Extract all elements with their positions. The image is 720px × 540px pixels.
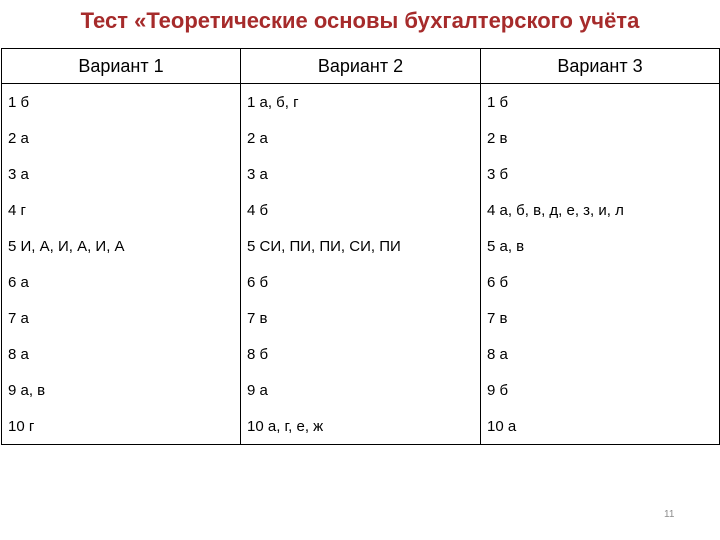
table-cell: 10 а <box>481 408 720 445</box>
table-cell: 6 б <box>241 264 481 300</box>
table-cell: 4 г <box>2 192 241 228</box>
table-cell: 8 а <box>2 336 241 372</box>
table-cell: 1 б <box>2 84 241 121</box>
table-cell: 5 И, А, И, А, И, А <box>2 228 241 264</box>
table-row <box>2 120 720 156</box>
table-row <box>2 408 720 445</box>
table-cell: 1 а, б, г <box>241 84 481 121</box>
column-header-variant-1: Вариант 1 <box>2 49 241 84</box>
table-cell: 5 а, в <box>481 228 720 264</box>
slide-title: Тест «Теоретические основы бухгалтерского учёта <box>80 8 640 33</box>
table-cell: 7 а <box>2 300 241 336</box>
table-cell: 1 б <box>481 84 720 121</box>
table-cell: 3 а <box>2 156 241 192</box>
table-row <box>2 156 720 192</box>
table-row <box>2 192 720 228</box>
table-cell: 4 б <box>241 192 481 228</box>
table-row <box>2 84 720 121</box>
table-cell: 10 г <box>2 408 241 445</box>
table-cell: 2 в <box>481 120 720 156</box>
table-row <box>2 372 720 408</box>
column-header-variant-3: Вариант 3 <box>481 49 720 84</box>
table-row <box>2 300 720 336</box>
answer-table <box>1 48 720 445</box>
page-number: 11 <box>664 509 675 520</box>
table-cell: 6 б <box>481 264 720 300</box>
table-cell: 9 б <box>481 372 720 408</box>
table-cell: 5 СИ, ПИ, ПИ, СИ, ПИ <box>241 228 481 264</box>
table-cell: 9 а <box>241 372 481 408</box>
table-cell: 9 а, в <box>2 372 241 408</box>
table-cell: 8 б <box>241 336 481 372</box>
column-header-variant-2: Вариант 2 <box>241 49 481 84</box>
table-cell: 7 в <box>481 300 720 336</box>
table-cell: 2 а <box>2 120 241 156</box>
table-cell: 8 а <box>481 336 720 372</box>
table-cell: 7 в <box>241 300 481 336</box>
table-cell: 6 а <box>2 264 241 300</box>
table-row <box>2 336 720 372</box>
table-cell: 2 а <box>241 120 481 156</box>
table-cell: 3 б <box>481 156 720 192</box>
table-row <box>2 264 720 300</box>
table-cell: 3 а <box>241 156 481 192</box>
table-cell: 4 а, б, в, д, е, з, и, л <box>481 192 720 228</box>
table-cell: 10 а, г, е, ж <box>241 408 481 445</box>
table-row <box>2 228 720 264</box>
header-row <box>2 49 720 84</box>
